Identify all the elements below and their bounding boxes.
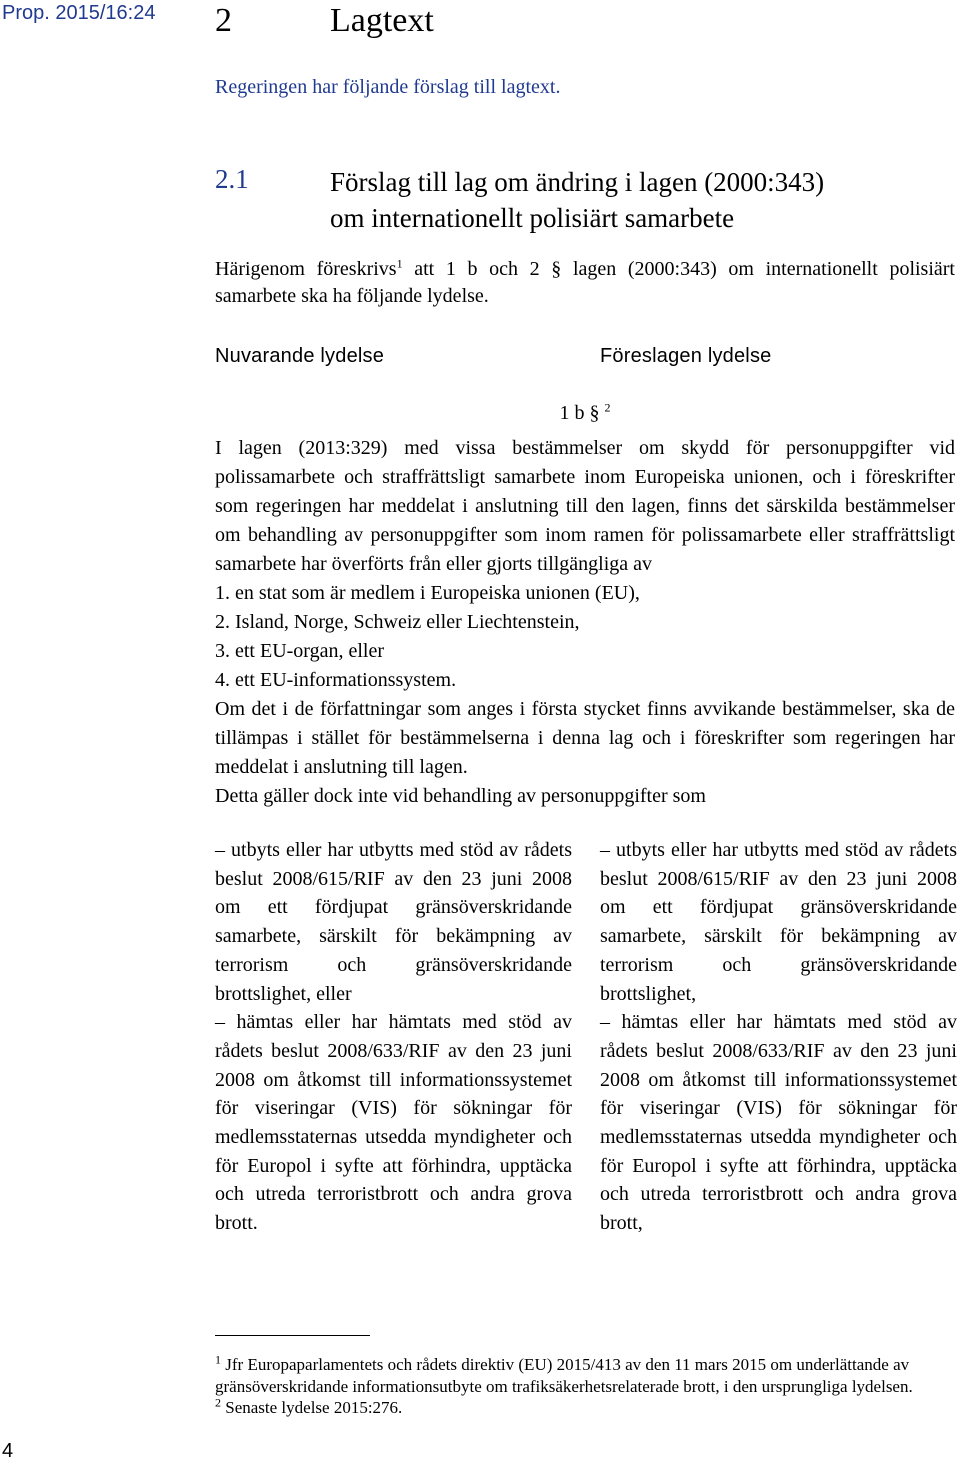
proposed-item-2: – hämtas eller har hämtats med stöd av rådets beslut 2008/633/RIF av den 23 juni 2008 om åtkomst till informationssystemet för viseringar (VIS) för sökningar för medlemsstaternas utsedda myndigheter och för Europol i syfte att förhindra, upptäcka och utreda terroristbrott och andra grova brott, bbox=[600, 1011, 957, 1235]
paragraph-label bbox=[215, 402, 955, 425]
current-item-2: – hämtas eller har hämtats med stöd av rådets beslut 2008/633/RIF av den 23 juni 2008 om åtkomst till informationssystemet för viseringar (VIS) för sökningar för medlemsstaternas utsedda myndigheter och för Europol i syfte att förhindra, upptäcka och utreda terroristbrott och andra grova brott. bbox=[215, 1011, 572, 1235]
section-title-line1: Förslag till lag om ändring i lagen (2000:343) bbox=[330, 167, 825, 197]
footnote-2-text: Senaste lydelse 2015:276. bbox=[225, 1398, 403, 1417]
paragraph-third: Detta gäller dock inte vid behandling av personuppgifter som bbox=[215, 785, 706, 807]
footnote-ref-1[interactable]: 1 bbox=[396, 256, 403, 271]
current-wording-column bbox=[215, 836, 572, 1238]
section-title-line2: om internationellt polisiärt samarbete bbox=[330, 203, 735, 233]
list-item: 4. ett EU-informationssystem. bbox=[215, 669, 457, 691]
lead-text-before: Härigenom föreskrivs bbox=[215, 258, 397, 280]
footnote-1-text: Jfr Europaparlamentets och rådets direktiv (EU) 2015/413 av den 11 mars 2015 om underlättande av gränsöverskridande informationsutbyte om trafiksäkerhetsrelaterade brott, i den ursprungliga lydelsen. bbox=[215, 1355, 913, 1396]
footnote-separator bbox=[215, 1335, 370, 1336]
paragraph-intro: I lagen (2013:329) med vissa bestämmelser om skydd för personuppgifter vid polissamarbete och straffrättsligt samarbete inom Europeiska unionen, och i föreskrifter som regeringen har meddelat i anslutning till den lagen, finns det särskilda bestämmelser om behandling av personuppgifter som inom ramen för polissamarbete eller straffrättsligt samarbete har överförts från eller gjorts tillgängliga av bbox=[215, 437, 955, 575]
lead-paragraph bbox=[215, 256, 955, 310]
footnote-2 bbox=[215, 1397, 955, 1419]
proposed-wording-column bbox=[600, 836, 957, 1238]
current-item-1: – utbyts eller har utbytts med stöd av rådets beslut 2008/615/RIF av den 23 juni 2008 om ett fördjupat gränsöverskridande samarbete, särskilt för bekämpning av terrorism och gränsöverskridande brottslighet, eller bbox=[215, 839, 572, 1005]
chapter-title: Lagtext bbox=[330, 2, 434, 39]
proposed-wording-heading: Föreslagen lydelse bbox=[600, 345, 772, 367]
list-item: 3. ett EU-organ, eller bbox=[215, 640, 385, 662]
footnote-1 bbox=[215, 1354, 955, 1397]
section-title bbox=[330, 164, 950, 236]
footnote-1-number: 1 bbox=[215, 1352, 221, 1367]
proposition-reference: Prop. 2015/16:24 bbox=[2, 2, 156, 24]
list-item: 1. en stat som är medlem i Europeiska unionen (EU), bbox=[215, 582, 640, 604]
current-wording-heading: Nuvarande lydelse bbox=[215, 345, 385, 367]
footnotes bbox=[215, 1354, 955, 1419]
intro-text: Regeringen har följande förslag till lagtext. bbox=[215, 76, 561, 98]
lead-text-after: att 1 b och 2 § lagen (2000:343) om internationellt polisiärt samarbete ska ha följande lydelse. bbox=[215, 258, 955, 307]
paragraph-label-text: 1 b § bbox=[559, 402, 600, 424]
proposed-item-1: – utbyts eller har utbytts med stöd av rådets beslut 2008/615/RIF av den 23 juni 2008 om ett fördjupat gränsöverskridande samarbete, särskilt för bekämpning av terrorism och gränsöverskridande brottslighet, bbox=[600, 839, 957, 1005]
list-item: 2. Island, Norge, Schweiz eller Liechtenstein, bbox=[215, 611, 580, 633]
section-number: 2.1 bbox=[215, 164, 249, 194]
page-number: 4 bbox=[2, 1440, 14, 1462]
paragraph-second: Om det i de författningar som anges i första stycket finns avvikande bestämmelser, ska de tillämpas i stället för bestämmelserna i denna lag och i föreskrifter som regeringen har meddelat i anslutning till lagen. bbox=[215, 698, 955, 778]
paragraph-body bbox=[215, 434, 955, 811]
footnote-ref-2[interactable]: 2 bbox=[604, 400, 611, 415]
footnote-2-number: 2 bbox=[215, 1395, 221, 1410]
chapter-number: 2 bbox=[215, 2, 232, 39]
